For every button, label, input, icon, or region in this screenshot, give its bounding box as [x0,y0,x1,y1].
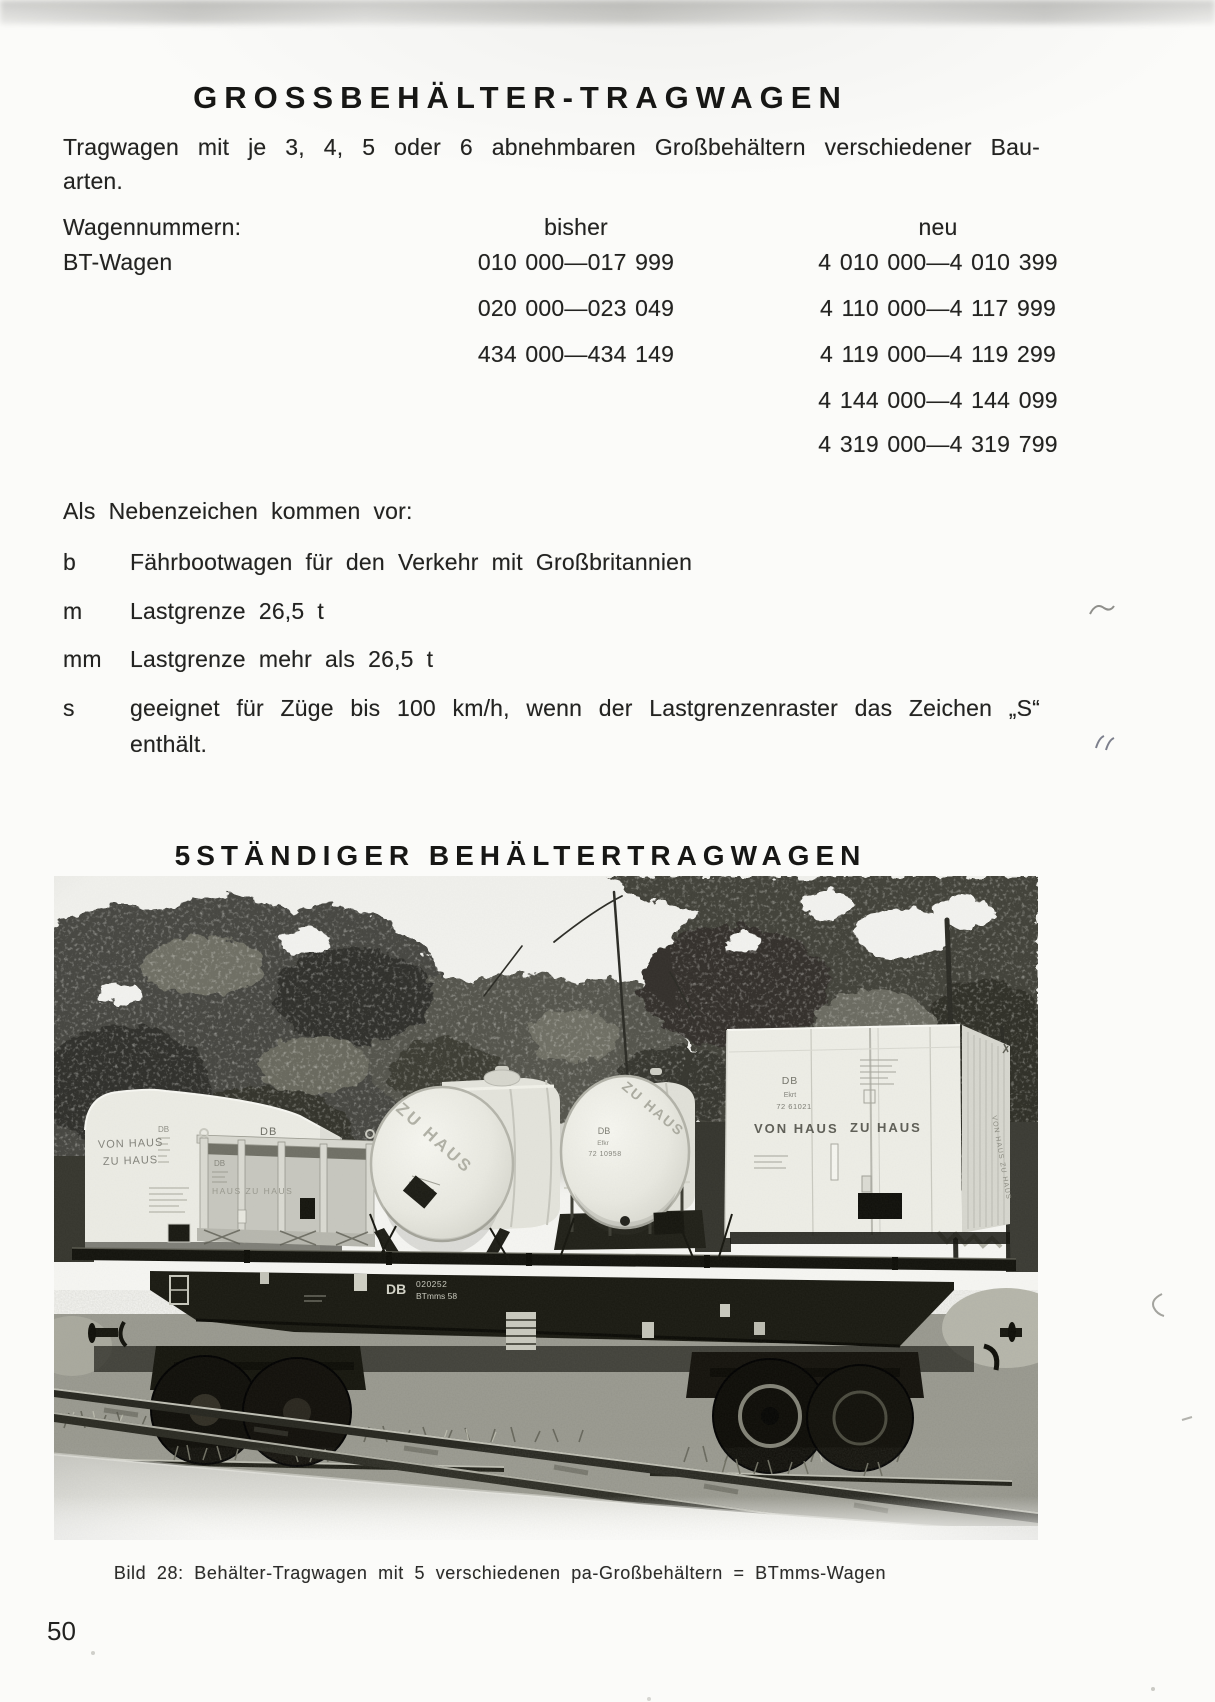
margin-mark-2 [1092,732,1118,754]
nebenzeichen-text-b: Fährbootwagen für den Verkehr mit Großbritannien [130,549,693,575]
nebenzeichen-code-m: m [63,598,83,624]
nebenzeichen-code-s: s [63,695,75,721]
nebenzeichen-code-mm: mm [63,646,102,672]
nebenzeichen-code-b: b [63,549,76,575]
photo-grain [54,876,1038,1540]
margin-mark-3 [1146,1292,1170,1320]
photo-behaelter-tragwagen [54,876,1038,1540]
scan-specks [0,0,2,2]
column-header-neu: neu [918,214,958,240]
page-title: GROSSBEHÄLTER-TRAGWAGEN [193,80,848,115]
nebenzeichen-heading: Als Nebenzeichen kommen vor: [63,498,413,524]
intro-line-2: arten. [63,168,124,194]
section-title: 5STÄNDIGER BEHÄLTERTRAGWAGEN [174,840,867,871]
bisher-range-3: 434 000—434 149 [477,341,675,367]
row-label-bt-wagen: BT-Wagen [63,249,173,275]
page-number: 50 [47,1616,76,1646]
bisher-range-2: 020 000—023 049 [477,295,675,321]
nebenzeichen-text-mm: Lastgrenze mehr als 26,5 t [130,646,434,672]
margin-mark-4 [1180,1412,1196,1424]
photo-caption: Bild 28: Behälter-Tragwagen mit 5 verschiedenen pa-Großbehältern = BTmms-Wagen [113,1563,887,1583]
nebenzeichen-text-s-line1: geeignet für Züge bis 100 km/h, wenn der Lastgrenzenraster das Zeichen „S“ [130,695,1040,721]
nebenzeichen-text-m: Lastgrenze 26,5 t [130,598,325,624]
neu-range-2: 4 110 000—4 117 999 [819,295,1057,321]
neu-range-4: 4 144 000—4 144 099 [818,387,1058,413]
margin-mark-1 [1088,600,1118,624]
neu-range-1: 4 010 000—4 010 399 [818,249,1058,275]
neu-range-3: 4 119 000—4 119 299 [819,341,1057,367]
neu-range-5: 4 319 000—4 319 799 [818,431,1058,457]
intro-line-1: Tragwagen mit je 3, 4, 5 oder 6 abnehmbaren Großbehältern verschiedener Bau- [63,134,1040,160]
nebenzeichen-text-s-line2: enthält. [130,731,208,757]
bisher-range-1: 010 000—017 999 [477,249,675,275]
column-header-bisher: bisher [544,214,608,240]
scan-artifact-top-band [0,0,1215,24]
wagon-numbers-label: Wagennummern: [63,214,242,240]
